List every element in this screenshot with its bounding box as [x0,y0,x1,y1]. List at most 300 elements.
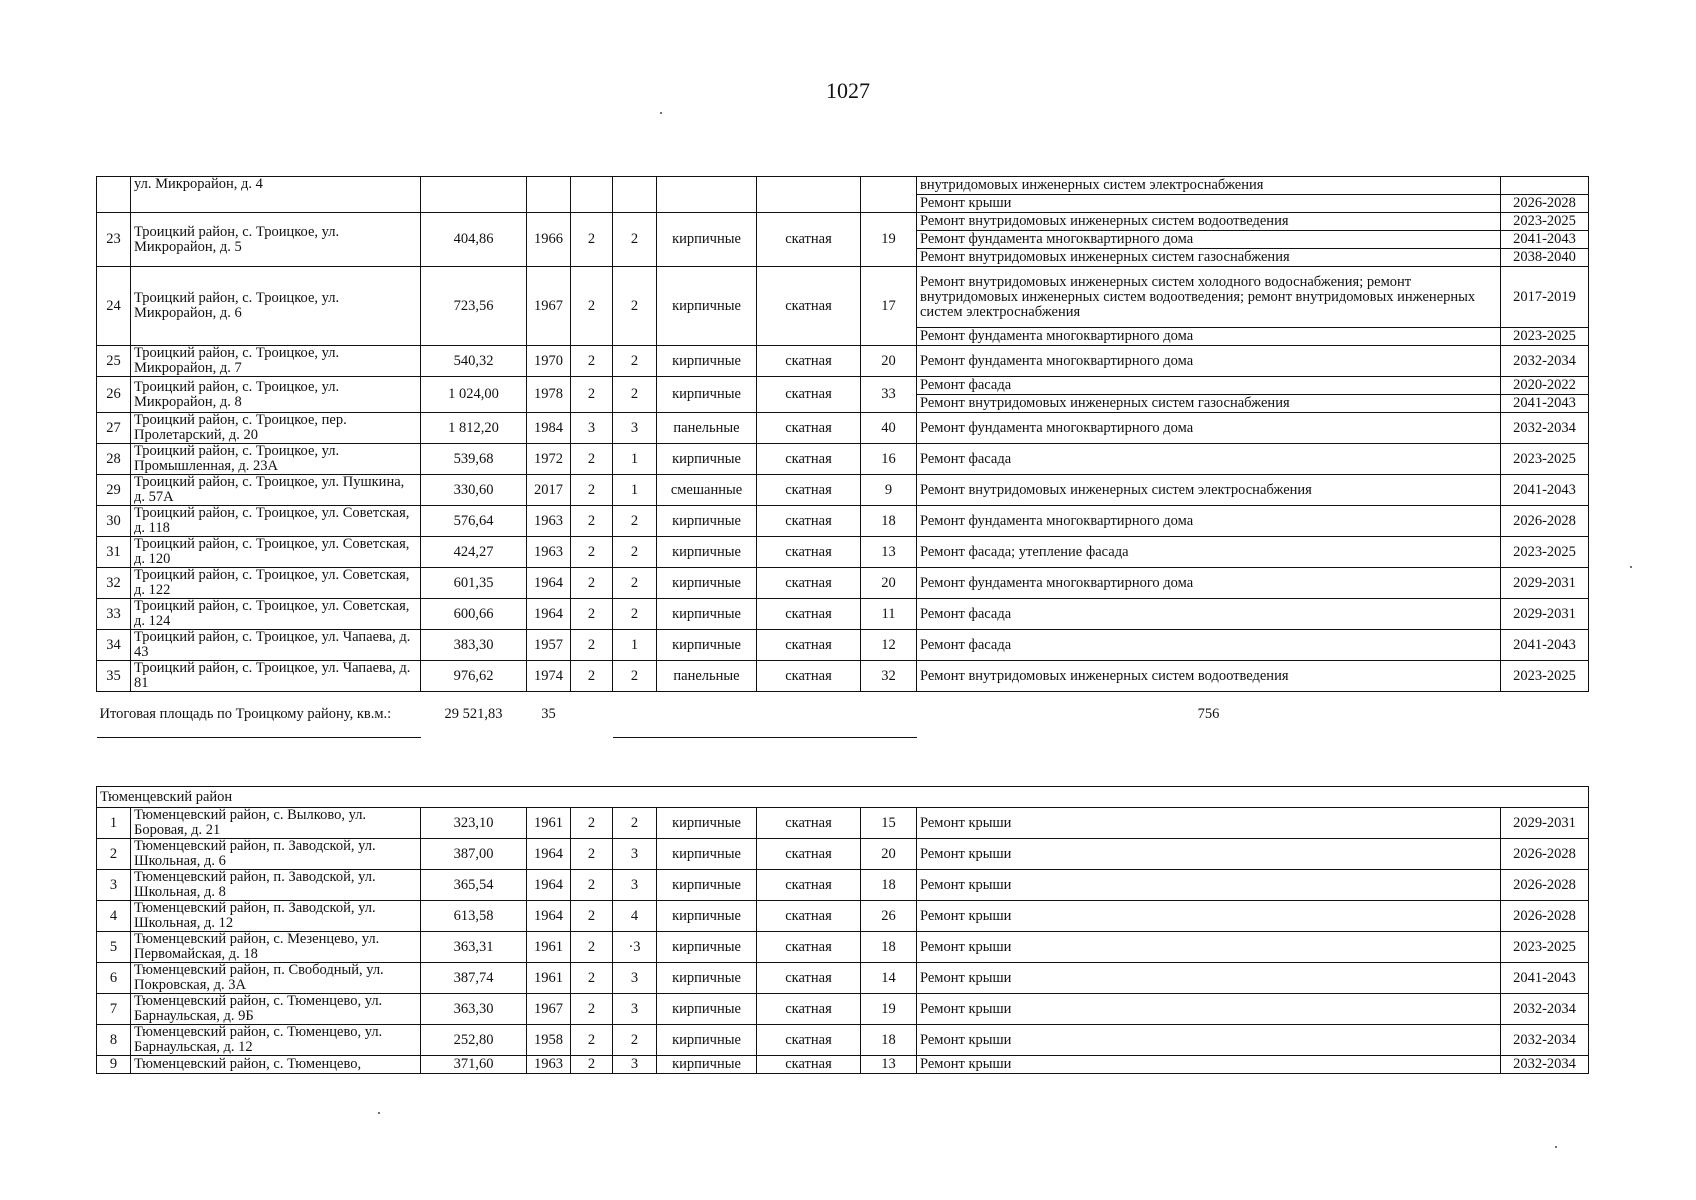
residents-cell: 20 [861,346,917,377]
repair-term-cell: 2023-2025 [1501,444,1589,475]
repair-work-cell: Ремонт фундамента многоквартирного дома [917,231,1501,249]
repair-term-cell: 2023-2025 [1501,328,1589,346]
area-cell: 540,32 [421,346,527,377]
row-number: 3 [97,870,131,901]
wall-material-cell: кирпичные [657,1025,757,1056]
floors-cell: 2 [571,537,613,568]
entrances-cell: 3 [613,413,657,444]
wall-material-cell: кирпичные [657,870,757,901]
table-row [97,661,1589,692]
roof-type-cell: скатная [757,661,861,692]
address-cell: Троицкий район, с. Троицкое, ул. Советская, д. 118 [131,506,421,537]
repair-term-cell: 2026-2028 [1501,870,1589,901]
table-row [97,932,1589,963]
address-cell: Троицкий район, с. Троицкое, ул. Пушкина, д. 57А [131,475,421,506]
roof-type-cell: скатная [757,444,861,475]
table-row [97,1056,1589,1074]
floors-cell [571,177,613,213]
repair-work-cell: внутридомовых инженерных систем электроснабжения [917,177,1501,195]
entrances-cell: 1 [613,444,657,475]
address-cell: Тюменцевский район, с. Тюменцево, ул. Барнаульская, д. 12 [131,1025,421,1056]
floors-cell: 2 [571,839,613,870]
entrances-cell: 3 [613,994,657,1025]
year-cell: 1967 [527,994,571,1025]
roof-type-cell [757,177,861,213]
roof-type-cell: скатная [757,506,861,537]
area-cell: 539,68 [421,444,527,475]
table-row [97,963,1589,994]
district-title: Тюменцевский район [97,787,1589,808]
repair-work-cell: Ремонт крыши [917,1056,1501,1074]
year-cell: 1958 [527,1025,571,1056]
entrances-cell: 2 [613,599,657,630]
repair-term-cell: 2041-2043 [1501,963,1589,994]
roof-type-cell: скатная [757,599,861,630]
floors-cell: 2 [571,994,613,1025]
year-cell: 1963 [527,1056,571,1074]
wall-material-cell: кирпичные [657,1056,757,1074]
roof-type-cell: скатная [757,630,861,661]
row-number: 8 [97,1025,131,1056]
residents-cell: 15 [861,808,917,839]
floors-cell: 2 [571,1025,613,1056]
repair-work-cell: Ремонт внутридомовых инженерных систем газоснабжения [917,249,1501,267]
entrances-cell: 3 [613,870,657,901]
address-cell: Тюменцевский район, п. Заводской, ул. Школьная, д. 12 [131,901,421,932]
residents-cell: 12 [861,630,917,661]
row-number: 7 [97,994,131,1025]
table-row [97,444,1589,475]
repair-work-cell: Ремонт фундамента многоквартирного дома [917,346,1501,377]
year-cell: 1970 [527,346,571,377]
area-cell: 600,66 [421,599,527,630]
table-row [97,839,1589,870]
residents-cell: 14 [861,963,917,994]
residents-cell: 40 [861,413,917,444]
wall-material-cell: кирпичные [657,537,757,568]
address-cell: Тюменцевский район, с. Вылково, ул. Боровая, д. 21 [131,808,421,839]
address-cell: Троицкий район, с. Троицкое, пер. Пролетарский, д. 20 [131,413,421,444]
wall-material-cell: кирпичные [657,506,757,537]
repair-term-cell: 2026-2028 [1501,195,1589,213]
row-number [97,177,131,213]
address-cell: Троицкий район, с. Троицкое, ул. Микрорайон, д. 5 [131,213,421,267]
total-row [97,692,1589,738]
repair-work-cell: Ремонт крыши [917,870,1501,901]
area-cell: 252,80 [421,1025,527,1056]
repair-work-cell: Ремонт внутридомовых инженерных систем холодного водоснабжения; ремонт внутридомовых инженерных систем водоотведения; ремонт внутридомовых инженерных систем электроснабжения [917,267,1501,328]
entrances-cell: 1 [613,630,657,661]
area-cell: 387,74 [421,963,527,994]
area-cell: 387,00 [421,839,527,870]
repair-term-cell: 2032-2034 [1501,1056,1589,1074]
row-number: 6 [97,963,131,994]
year-cell: 1964 [527,901,571,932]
repair-work-cell: Ремонт крыши [917,195,1501,213]
table-row [97,599,1589,630]
area-cell: 363,30 [421,994,527,1025]
repair-work-cell: Ремонт крыши [917,932,1501,963]
roof-type-cell: скатная [757,346,861,377]
repair-term-cell: 2023-2025 [1501,661,1589,692]
area-cell: 330,60 [421,475,527,506]
entrances-cell: 2 [613,661,657,692]
total-label: Итоговая площадь по Троицкому району, кв.м.: [97,692,421,738]
table-row [97,267,1589,328]
address-cell: Троицкий район, с. Троицкое, ул. Промышленная, д. 23А [131,444,421,475]
roof-type-cell: скатная [757,839,861,870]
address-cell: Тюменцевский район, п. Заводской, ул. Школьная, д. 6 [131,839,421,870]
address-cell: Троицкий район, с. Троицкое, ул. Советская, д. 120 [131,537,421,568]
repair-term-cell: 2026-2028 [1501,506,1589,537]
repair-term-cell: 2038-2040 [1501,249,1589,267]
roof-type-cell: скатная [757,901,861,932]
year-cell: 1961 [527,808,571,839]
address-cell: Троицкий район, с. Троицкое, ул. Микрорайон, д. 7 [131,346,421,377]
table-row [97,346,1589,377]
row-number: 32 [97,568,131,599]
row-number: 24 [97,267,131,346]
table-row [97,901,1589,932]
address-cell: Тюменцевский район, п. Заводской, ул. Школьная, д. 8 [131,870,421,901]
entrances-cell: 3 [613,963,657,994]
residents-cell: 18 [861,1025,917,1056]
wall-material-cell: кирпичные [657,267,757,346]
roof-type-cell: скатная [757,568,861,599]
repair-term-cell: 2029-2031 [1501,568,1589,599]
year-cell: 1967 [527,267,571,346]
repair-term-cell: 2023-2025 [1501,932,1589,963]
wall-material-cell: кирпичные [657,630,757,661]
address-cell: Троицкий район, с. Троицкое, ул. Советская, д. 124 [131,599,421,630]
table-row [97,177,1589,195]
row-number: 35 [97,661,131,692]
area-cell: 383,30 [421,630,527,661]
year-cell: 2017 [527,475,571,506]
repair-work-cell: Ремонт фасада [917,599,1501,630]
entrances-cell: ·3 [613,932,657,963]
roof-type-cell: скатная [757,1025,861,1056]
area-cell: 363,31 [421,932,527,963]
repair-work-cell: Ремонт крыши [917,839,1501,870]
year-cell [527,177,571,213]
floors-cell: 2 [571,870,613,901]
area-cell: 723,56 [421,267,527,346]
floors-cell: 2 [571,506,613,537]
wall-material-cell: кирпичные [657,599,757,630]
total-residents: 756 [1197,706,1220,723]
floors-cell: 2 [571,213,613,267]
repair-work-cell: Ремонт внутридомовых инженерных систем водоотведения [917,661,1501,692]
address-cell: Тюменцевский район, п. Свободный, ул. Покровская, д. 3А [131,963,421,994]
repair-term-cell: 2041-2043 [1501,231,1589,249]
row-number: 1 [97,808,131,839]
entrances-cell: 2 [613,568,657,599]
year-cell: 1974 [527,661,571,692]
wall-material-cell: кирпичные [657,932,757,963]
area-cell: 976,62 [421,661,527,692]
entrances-cell: 2 [613,1025,657,1056]
row-number: 5 [97,932,131,963]
row-number: 25 [97,346,131,377]
repair-term-cell: 2029-2031 [1501,599,1589,630]
register-table-tyumentsevsky [96,786,1589,1074]
floors-cell: 2 [571,901,613,932]
address-cell: Троицкий район, с. Троицкое, ул. Микрорайон, д. 6 [131,267,421,346]
total-count: 35 [541,706,556,723]
residents-cell: 32 [861,661,917,692]
year-cell: 1961 [527,963,571,994]
area-cell: 576,64 [421,506,527,537]
wall-material-cell: кирпичные [657,901,757,932]
wall-material-cell [657,177,757,213]
address-cell: Тюменцевский район, с. Тюменцево, ул. Барнаульская, д. 9Б [131,994,421,1025]
residents-cell: 13 [861,1056,917,1074]
floors-cell: 2 [571,475,613,506]
repair-work-cell: Ремонт фундамента многоквартирного дома [917,413,1501,444]
roof-type-cell: скатная [757,870,861,901]
floors-cell: 2 [571,267,613,346]
repair-term-cell: 2020-2022 [1501,377,1589,395]
row-number: 31 [97,537,131,568]
row-number: 4 [97,901,131,932]
repair-work-cell: Ремонт крыши [917,963,1501,994]
row-number: 23 [97,213,131,267]
address-cell: Троицкий район, с. Троицкое, ул. Чапаева, д. 81 [131,661,421,692]
table-row [97,630,1589,661]
roof-type-cell: скатная [757,377,861,413]
table-row [97,537,1589,568]
wall-material-cell: кирпичные [657,994,757,1025]
wall-material-cell: кирпичные [657,839,757,870]
residents-cell: 20 [861,568,917,599]
scan-speck [1630,566,1632,568]
floors-cell: 2 [571,963,613,994]
year-cell: 1966 [527,213,571,267]
floors-cell: 2 [571,932,613,963]
wall-material-cell: кирпичные [657,963,757,994]
year-cell: 1964 [527,870,571,901]
roof-type-cell: скатная [757,808,861,839]
repair-work-cell: Ремонт внутридомовых инженерных систем водоотведения [917,213,1501,231]
roof-type-cell: скатная [757,413,861,444]
entrances-cell: 2 [613,506,657,537]
floors-cell: 2 [571,1056,613,1074]
entrances-cell [613,177,657,213]
floors-cell: 2 [571,568,613,599]
residents-cell: 17 [861,267,917,346]
area-cell: 1 812,20 [421,413,527,444]
year-cell: 1961 [527,932,571,963]
repair-term-cell: 2023-2025 [1501,537,1589,568]
repair-term-cell: 2032-2034 [1501,413,1589,444]
entrances-cell: 2 [613,346,657,377]
scan-speck [660,112,662,114]
entrances-cell: 2 [613,213,657,267]
wall-material-cell: кирпичные [657,444,757,475]
district-title-row [97,787,1589,808]
repair-work-cell: Ремонт крыши [917,808,1501,839]
repair-term-cell: 2032-2034 [1501,1025,1589,1056]
table-row [97,568,1589,599]
row-number: 26 [97,377,131,413]
residents-cell: 18 [861,932,917,963]
area-cell: 601,35 [421,568,527,599]
entrances-cell: 2 [613,537,657,568]
wall-material-cell: кирпичные [657,568,757,599]
wall-material-cell: кирпичные [657,346,757,377]
residents-cell: 18 [861,506,917,537]
repair-term-cell: 2029-2031 [1501,808,1589,839]
roof-type-cell: скатная [757,475,861,506]
floors-cell: 2 [571,346,613,377]
wall-material-cell: панельные [657,413,757,444]
roof-type-cell: скатная [757,1056,861,1074]
area-cell: 323,10 [421,808,527,839]
floors-cell: 2 [571,599,613,630]
wall-material-cell: смешанные [657,475,757,506]
roof-type-cell: скатная [757,963,861,994]
residents-cell: 19 [861,213,917,267]
repair-term-cell: 2023-2025 [1501,213,1589,231]
address-cell: Тюменцевский район, с. Мезенцево, ул. Первомайская, д. 18 [131,932,421,963]
year-cell: 1964 [527,568,571,599]
repair-work-cell: Ремонт фундамента многоквартирного дома [917,506,1501,537]
residents-cell: 33 [861,377,917,413]
wall-material-cell: панельные [657,661,757,692]
repair-term-cell: 2026-2028 [1501,901,1589,932]
repair-term-cell: 2032-2034 [1501,346,1589,377]
entrances-cell: 2 [613,808,657,839]
table-row [97,808,1589,839]
residents-cell: 16 [861,444,917,475]
residents-cell: 19 [861,994,917,1025]
repair-work-cell: Ремонт фасада [917,377,1501,395]
year-cell: 1957 [527,630,571,661]
entrances-cell: 3 [613,1056,657,1074]
residents-cell: 13 [861,537,917,568]
table-row [97,870,1589,901]
year-cell: 1964 [527,839,571,870]
residents-cell: 11 [861,599,917,630]
roof-type-cell: скатная [757,213,861,267]
repair-term-cell [1501,177,1589,195]
area-cell: 1 024,00 [421,377,527,413]
address-cell: Троицкий район, с. Троицкое, ул. Чапаева, д. 43 [131,630,421,661]
wall-material-cell: кирпичные [657,808,757,839]
row-number: 30 [97,506,131,537]
floors-cell: 2 [571,444,613,475]
total-blank [1501,692,1589,738]
repair-term-cell: 2017-2019 [1501,267,1589,328]
repair-work-cell: Ремонт фасада [917,444,1501,475]
area-cell: 371,60 [421,1056,527,1074]
repair-term-cell: 2041-2043 [1501,395,1589,413]
repair-work-cell: Ремонт внутридомовых инженерных систем электроснабжения [917,475,1501,506]
address-cell: Троицкий район, с. Троицкое, ул. Микрорайон, д. 8 [131,377,421,413]
year-cell: 1963 [527,537,571,568]
repair-work-cell: Ремонт фасада; утепление фасада [917,537,1501,568]
entrances-cell: 2 [613,267,657,346]
repair-term-cell: 2032-2034 [1501,994,1589,1025]
row-number: 33 [97,599,131,630]
row-number: 34 [97,630,131,661]
table-row [97,506,1589,537]
page-number: 1027 [826,78,870,103]
total-separator [613,692,917,738]
floors-cell: 2 [571,377,613,413]
area-cell [421,177,527,213]
area-cell: 404,86 [421,213,527,267]
floors-cell: 2 [571,661,613,692]
table-row [97,475,1589,506]
repair-work-cell: Ремонт внутридомовых инженерных систем газоснабжения [917,395,1501,413]
floors-cell: 3 [571,413,613,444]
repair-term-cell: 2041-2043 [1501,630,1589,661]
entrances-cell: 4 [613,901,657,932]
repair-work-cell: Ремонт крыши [917,994,1501,1025]
address-cell: ул. Микрорайон, д. 4 [131,177,421,213]
row-number: 9 [97,1056,131,1074]
repair-work-cell: Ремонт фасада [917,630,1501,661]
scan-speck [378,1112,380,1114]
residents-cell [861,177,917,213]
roof-type-cell: скатная [757,932,861,963]
total-spacer [571,692,613,738]
table-row [97,213,1589,231]
row-number: 2 [97,839,131,870]
row-number: 27 [97,413,131,444]
wall-material-cell: кирпичные [657,213,757,267]
residents-cell: 20 [861,839,917,870]
residents-cell: 26 [861,901,917,932]
repair-work-cell: Ремонт фундамента многоквартирного дома [917,568,1501,599]
entrances-cell: 3 [613,839,657,870]
year-cell: 1984 [527,413,571,444]
entrances-cell: 1 [613,475,657,506]
repair-work-cell: Ремонт крыши [917,901,1501,932]
roof-type-cell: скатная [757,994,861,1025]
area-cell: 613,58 [421,901,527,932]
row-number: 29 [97,475,131,506]
area-cell: 365,54 [421,870,527,901]
entrances-cell: 2 [613,377,657,413]
roof-type-cell: скатная [757,267,861,346]
repair-work-cell: Ремонт фундамента многоквартирного дома [917,328,1501,346]
floors-cell: 2 [571,808,613,839]
year-cell: 1978 [527,377,571,413]
year-cell: 1963 [527,506,571,537]
table-row [97,377,1589,395]
year-cell: 1972 [527,444,571,475]
residents-cell: 18 [861,870,917,901]
address-cell: Троицкий район, с. Троицкое, ул. Советская, д. 122 [131,568,421,599]
repair-work-cell: Ремонт крыши [917,1025,1501,1056]
repair-term-cell: 2026-2028 [1501,839,1589,870]
residents-cell: 9 [861,475,917,506]
row-number: 28 [97,444,131,475]
table-row [97,994,1589,1025]
total-area: 29 521,83 [444,706,503,723]
wall-material-cell: кирпичные [657,377,757,413]
roof-type-cell: скатная [757,537,861,568]
repair-term-cell: 2041-2043 [1501,475,1589,506]
scan-speck [1555,1146,1557,1148]
table-row [97,413,1589,444]
table-row [97,1025,1589,1056]
year-cell: 1964 [527,599,571,630]
floors-cell: 2 [571,630,613,661]
